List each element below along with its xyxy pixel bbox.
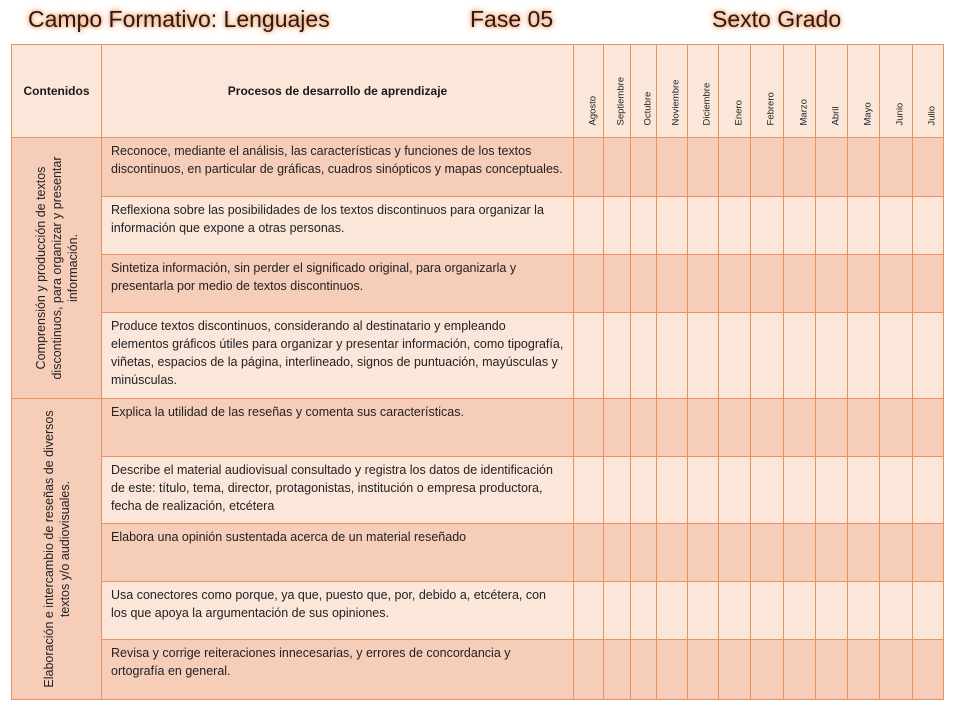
month-cell[interactable] [657, 255, 688, 313]
month-cell[interactable] [604, 197, 631, 255]
month-cell[interactable] [880, 399, 913, 457]
month-cell[interactable] [880, 255, 913, 313]
header-row [12, 45, 944, 138]
month-cell[interactable] [688, 582, 719, 640]
month-header-enero: Enero [719, 45, 751, 138]
month-cell[interactable] [848, 457, 880, 524]
month-cell[interactable] [913, 399, 944, 457]
campo-formativo-title: Campo Formativo: Lenguajes [28, 6, 330, 32]
month-cell[interactable] [657, 138, 688, 197]
contenido-label: Elaboración e intercambio de reseñas de diversos textos y/o audiovisuales. [41, 410, 72, 688]
month-header-septiembre: Septiembre [604, 45, 631, 138]
month-cell[interactable] [913, 524, 944, 582]
month-header-diciembre: Diciembre [688, 45, 719, 138]
month-cell[interactable] [574, 255, 604, 313]
month-cell[interactable] [688, 524, 719, 582]
month-cell[interactable] [631, 524, 657, 582]
month-cell[interactable] [848, 640, 880, 700]
month-cell[interactable] [657, 457, 688, 524]
month-cell[interactable] [848, 313, 880, 399]
month-cell[interactable] [751, 582, 784, 640]
month-cell[interactable] [816, 582, 848, 640]
table-row [12, 640, 944, 700]
month-cell[interactable] [784, 457, 816, 524]
table-row [12, 399, 944, 457]
month-cell[interactable] [880, 313, 913, 399]
month-cell[interactable] [604, 399, 631, 457]
month-cell[interactable] [657, 640, 688, 700]
month-cell[interactable] [657, 313, 688, 399]
month-header-mayo: Mayo [848, 45, 880, 138]
month-header-abril: Abril [816, 45, 848, 138]
month-cell[interactable] [784, 138, 816, 197]
month-cell[interactable] [631, 197, 657, 255]
month-cell[interactable] [631, 255, 657, 313]
month-cell[interactable] [784, 399, 816, 457]
month-cell[interactable] [880, 197, 913, 255]
month-cell[interactable] [719, 399, 751, 457]
contenido-cell [12, 138, 102, 399]
proceso-cell: Describe el material audiovisual consultado y registra los datos de identificación de este: título, tema, director, protagonistas, institución o empresa productora, fecha de realización, etcétera [102, 457, 574, 524]
month-cell[interactable] [751, 138, 784, 197]
month-cell[interactable] [848, 582, 880, 640]
month-cell[interactable] [719, 197, 751, 255]
month-cell[interactable] [657, 524, 688, 582]
month-cell[interactable] [880, 524, 913, 582]
table-row [12, 197, 944, 255]
month-cell[interactable] [848, 524, 880, 582]
page-header [0, 0, 960, 44]
month-cell[interactable] [816, 197, 848, 255]
proceso-cell: Reflexiona sobre las posibilidades de los textos discontinuos para organizar la información que expone a otras personas. [102, 197, 574, 255]
month-cell[interactable] [880, 582, 913, 640]
table-row [12, 457, 944, 524]
month-cell[interactable] [604, 457, 631, 524]
month-cell[interactable] [880, 457, 913, 524]
month-cell[interactable] [631, 399, 657, 457]
month-cell[interactable] [574, 197, 604, 255]
month-header-agosto: Agosto [574, 45, 604, 138]
month-header-febrero: Febrero [751, 45, 784, 138]
month-cell[interactable] [880, 640, 913, 700]
month-cell[interactable] [751, 640, 784, 700]
month-cell[interactable] [688, 313, 719, 399]
month-cell[interactable] [631, 313, 657, 399]
month-cell[interactable] [631, 138, 657, 197]
month-cell[interactable] [751, 197, 784, 255]
month-cell[interactable] [631, 640, 657, 700]
month-cell[interactable] [848, 197, 880, 255]
month-cell[interactable] [816, 313, 848, 399]
month-cell[interactable] [816, 640, 848, 700]
month-header-junio: Junio [880, 45, 913, 138]
month-cell[interactable] [719, 640, 751, 700]
contenidos-header: Contenidos [12, 45, 102, 138]
month-cell[interactable] [719, 524, 751, 582]
month-cell[interactable] [631, 582, 657, 640]
month-cell[interactable] [913, 197, 944, 255]
month-cell[interactable] [913, 640, 944, 700]
month-cell[interactable] [574, 399, 604, 457]
month-header-marzo: Marzo [784, 45, 816, 138]
month-cell[interactable] [688, 138, 719, 197]
month-cell[interactable] [848, 255, 880, 313]
month-cell[interactable] [751, 457, 784, 524]
month-cell[interactable] [574, 640, 604, 700]
month-cell[interactable] [574, 138, 604, 197]
table-row [12, 582, 944, 640]
month-cell[interactable] [688, 640, 719, 700]
table-row [12, 524, 944, 582]
month-cell[interactable] [688, 197, 719, 255]
month-cell[interactable] [574, 457, 604, 524]
month-cell[interactable] [816, 138, 848, 197]
month-cell[interactable] [719, 255, 751, 313]
month-cell[interactable] [688, 255, 719, 313]
month-cell[interactable] [719, 313, 751, 399]
month-cell[interactable] [751, 524, 784, 582]
month-cell[interactable] [913, 313, 944, 399]
month-cell[interactable] [913, 582, 944, 640]
month-cell[interactable] [784, 313, 816, 399]
procesos-header: Procesos de desarrollo de aprendizaje [102, 45, 574, 138]
month-cell[interactable] [574, 313, 604, 399]
month-cell[interactable] [751, 313, 784, 399]
month-header-julio: Julio [913, 45, 944, 138]
month-cell[interactable] [719, 457, 751, 524]
month-cell[interactable] [784, 255, 816, 313]
month-cell[interactable] [913, 255, 944, 313]
month-cell[interactable] [657, 582, 688, 640]
month-header-octubre: Octubre [631, 45, 657, 138]
grado-title: Sexto Grado [712, 6, 842, 32]
month-cell[interactable] [913, 138, 944, 197]
month-cell[interactable] [816, 255, 848, 313]
month-cell[interactable] [784, 640, 816, 700]
month-cell[interactable] [816, 457, 848, 524]
planning-table [11, 44, 944, 700]
proceso-cell: Reconoce, mediante el análisis, las características y funciones de los textos discontinuos, en particular de gráficas, cuadros sinópticos y mapas conceptuales. [102, 138, 574, 197]
proceso-cell: Elabora una opinión sustentada acerca de un material reseñado [102, 524, 574, 582]
proceso-cell: Explica la utilidad de las reseñas y comenta sus características. [102, 399, 574, 457]
month-cell[interactable] [880, 138, 913, 197]
month-cell[interactable] [657, 399, 688, 457]
month-cell[interactable] [574, 582, 604, 640]
month-cell[interactable] [574, 524, 604, 582]
month-cell[interactable] [719, 582, 751, 640]
month-cell[interactable] [688, 457, 719, 524]
month-cell[interactable] [604, 138, 631, 197]
month-cell[interactable] [631, 457, 657, 524]
month-cell[interactable] [751, 255, 784, 313]
table-row [12, 138, 944, 197]
proceso-cell: Revisa y corrige reiteraciones innecesarias, y errores de concordancia y ortografía en general. [102, 640, 574, 700]
fase-title: Fase 05 [470, 6, 554, 32]
month-cell[interactable] [604, 313, 631, 399]
proceso-cell: Produce textos discontinuos, considerando al destinatario y empleando elementos gráficos útiles para organizar y presentar información, como tipografía, viñetas, espacios de la página, interlineado, signos de puntuación, mayúsculas y minúsculas. [102, 313, 574, 399]
month-cell[interactable] [751, 399, 784, 457]
contenido-label: Comprensión y producción de textos discontinuos, para organizar y presentar información. [33, 156, 80, 380]
table-row [12, 313, 944, 399]
proceso-cell: Usa conectores como porque, ya que, puesto que, por, debido a, etcétera, con los que apoya la argumentación de sus opiniones. [102, 582, 574, 640]
month-cell[interactable] [657, 197, 688, 255]
table-row [12, 255, 944, 313]
month-cell[interactable] [604, 255, 631, 313]
month-header-noviembre: Noviembre [657, 45, 688, 138]
month-cell[interactable] [816, 399, 848, 457]
month-cell[interactable] [604, 524, 631, 582]
month-cell[interactable] [913, 457, 944, 524]
month-cell[interactable] [604, 640, 631, 700]
month-cell[interactable] [784, 524, 816, 582]
month-cell[interactable] [848, 138, 880, 197]
month-cell[interactable] [816, 524, 848, 582]
proceso-cell: Sintetiza información, sin perder el significado original, para organizarla y presentarla por medio de textos discontinuos. [102, 255, 574, 313]
month-cell[interactable] [784, 582, 816, 640]
month-cell[interactable] [688, 399, 719, 457]
contenido-cell [12, 399, 102, 700]
month-cell[interactable] [848, 399, 880, 457]
month-cell[interactable] [784, 197, 816, 255]
month-cell[interactable] [604, 582, 631, 640]
month-cell[interactable] [719, 138, 751, 197]
